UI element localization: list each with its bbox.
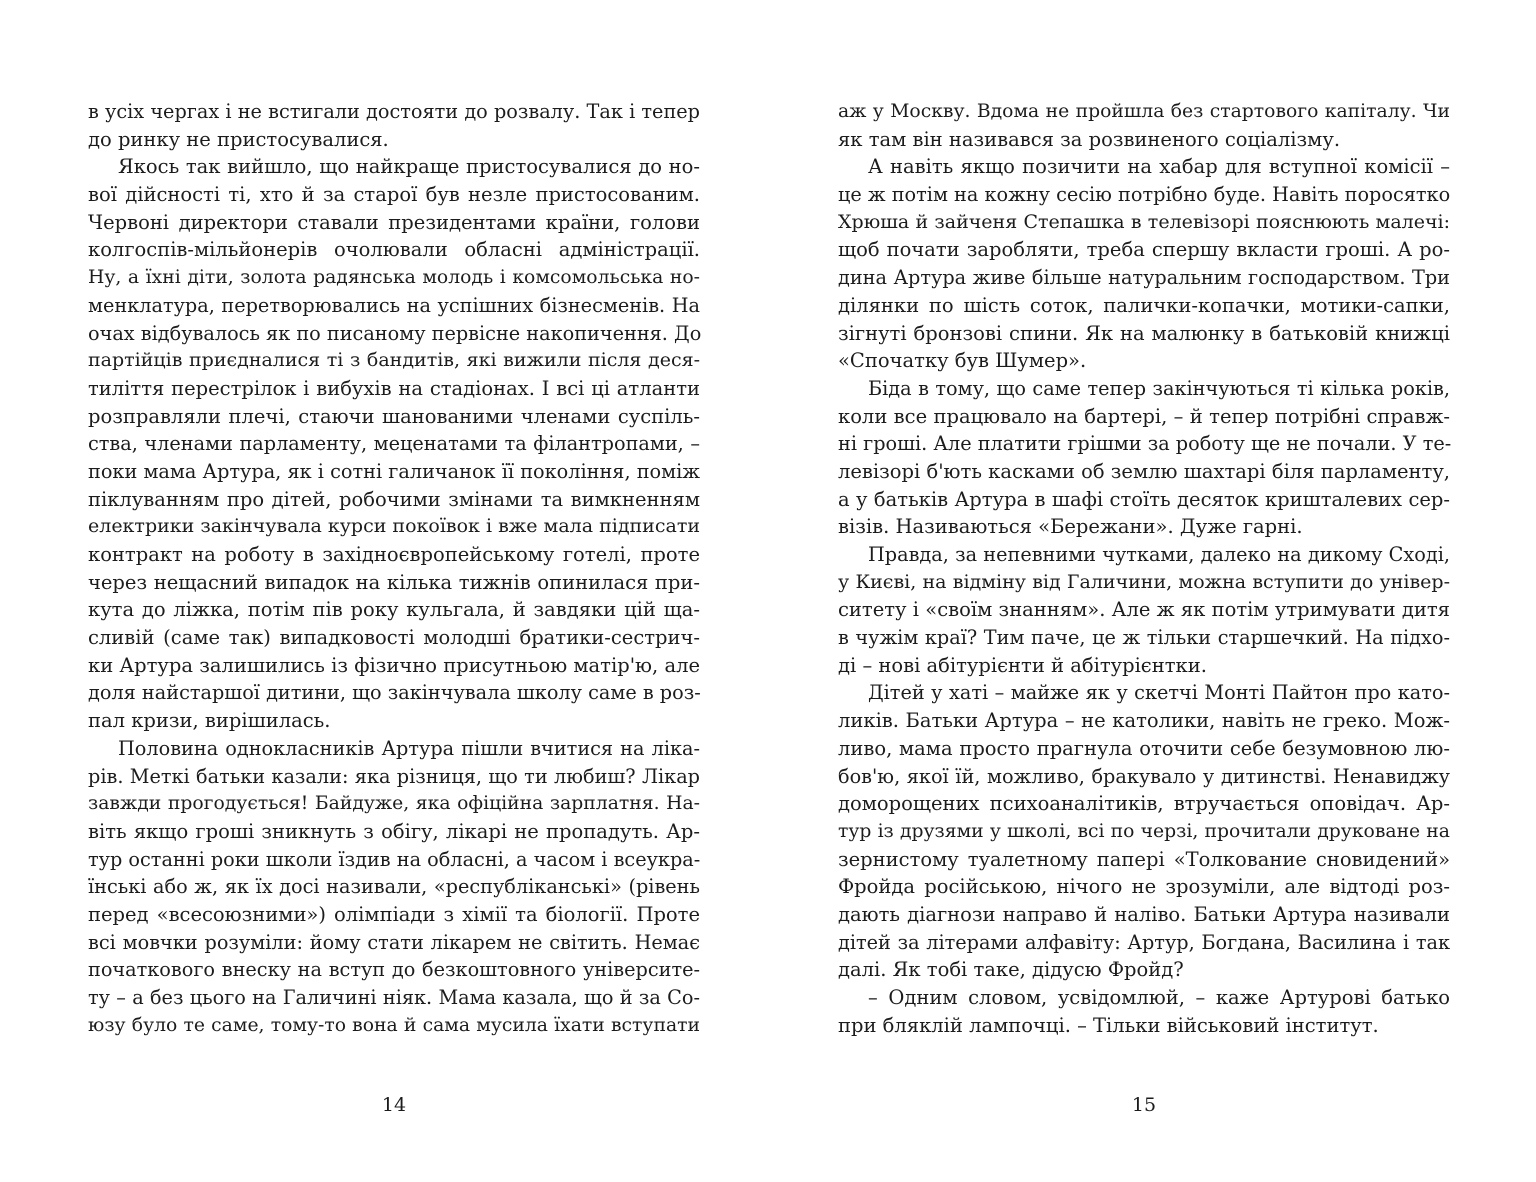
text-line: тур із друзями у школі, всі по черзі, прочитали друковане на [838,820,1450,842]
text-line: рів. Меткі батьки казали: яка різниця, що ти любиш? Лікар [88,764,700,788]
text-line: візів. Називаються «Бережани». Дуже гарні. [838,515,1303,539]
page-number-left: 14 [381,1094,407,1116]
page-number-right: 15 [1131,1094,1157,1116]
text-line: Фройда російською, нічого не зрозуміли, але відтоді роз- [838,875,1450,899]
text-line: аж у Москву. Вдома не пройшла без стартового капіталу. Чи [838,101,1450,122]
text-line: юзу було те саме, тому-то вона й сама мусила їхати вступати [88,1014,700,1036]
text-line: ділянки по шість соток, палички-копачки, мотики-сапки, [838,293,1450,317]
text-line: очах відбувалось як по писаному первісне накопичення. До [88,321,702,345]
text-line: Якось так вийшло, що найкраще пристосувалися до но- [118,155,700,179]
text-line: колгоспів-мільйонерів очолювали обласні адміністрації. [88,238,700,262]
text-line: вої дійсності ті, хто й за старої був незле пристосованим. [88,183,700,207]
text-line: початкового внеску на вступ до безкоштовного університе- [88,958,700,982]
text-line: ні гроші. Але платити грішми за роботу ще не почали. У те- [838,432,1452,456]
text-line: електрики закінчувала курси покоївок і вже мала підписати [88,515,700,538]
text-line: ства, членами парламенту, меценатами та філантропами, – [88,432,700,456]
text-line: «Спочатку був Шумер». [838,349,1087,373]
text-line: віть якщо гроші зникнуть з обігу, лікарі не пропадуть. Ар- [88,819,700,843]
text-line: левізорі б'ють касками об землю шахтарі біля парламенту, [838,459,1450,483]
text-line: ливо, мама просто прагнула оточити себе безумовною лю- [838,736,1450,760]
text-line: Правда, за непевними чутками, далеко на дикому Сході, [868,543,1450,566]
text-line: в усіх чергах і не встигали достояти до розвалу. Так і тепер [88,100,700,123]
text-line: партійців приєдналися ті з бандитів, які вижили після деся- [88,349,700,372]
text-line: дина Артура живе більше натуральним господарством. Три [838,266,1450,290]
text-line: кута до ліжка, потім пів року кульгала, й завдяки цій ща- [88,598,700,622]
text-line: далі. Як тобі таке, дідусю Фройд? [838,958,1184,982]
text-line: сливій (саме так) випадковості молодші братики-сестрич- [88,626,700,650]
text-line: до ринку не пристосувалися. [88,127,389,151]
text-line: доля найстаршої дитини, що закінчувала школу саме в роз- [88,681,701,705]
text-line: розправляли плечі, стаючи шанованими членами суспіль- [88,404,700,428]
text-line: поки мама Артура, як і сотні галичанок її покоління, поміж [88,459,700,483]
text-line: у Києві, на відміну від Галичини, можна вступити до універ- [838,570,1450,593]
text-line: А навіть якщо позичити на хабар для вступної комісії – [868,155,1450,179]
text-line: – Одним словом, усвідомлюй, – каже Артурові батько [868,986,1450,1009]
right-page-text [838,98,1450,1039]
text-line: в чужім краї? Тим паче, це ж тільки старшечкий. На підхо- [838,626,1450,650]
text-line: бов'ю, якої їй, можливо, бракувало у дитинстві. Ненавиджу [838,764,1450,788]
text-line: як там він називався за розвиненого соціалізму. [838,127,1341,151]
text-line: через нещасний випадок на кілька тижнів опинилася при- [88,570,700,594]
text-line: дають діагнози направо й наліво. Батьки Артура називали [838,902,1450,926]
text-line: зернистому туалетному папері «Толкование сновидений» [838,847,1450,871]
text-line: перед «всесоюзними») олімпіади з хімії та біології. Проте [88,902,700,926]
text-line: доморощених психоаналітиків, втручається оповідач. Ар- [838,792,1450,816]
text-line: Ну, а їхні діти, золота радянська молодь і комсомольська но- [88,267,700,289]
text-line: коли все працювало на бартері, – й тепер потрібні справж- [838,404,1450,428]
text-line: піклуванням про дітей, робочими змінами та вимкненням [88,487,700,511]
text-line: зігнуті бронзові спини. Як на малюнку в батьковій книжці [838,321,1450,345]
text-line: їнські або ж, як їх досі називали, «республіканські» (рівень [88,875,700,899]
text-line: тур останні роки школи їздив на обласні, а часом і всеукра- [88,847,701,871]
text-line: менклатура, перетворювались на успішних бізнесменів. На [88,293,700,317]
text-line: це ж потім на кожну сесію потрібно буде. Навіть поросятко [838,183,1451,207]
text-line: ликів. Батьки Артура – не католики, навіть не греко. Мож- [838,709,1450,733]
text-line: щоб почати заробляти, треба спершу вкласти гроші. А ро- [838,238,1450,262]
text-line: а у батьків Артура в шафі стоїть десяток кришталевих сер- [838,487,1450,511]
text-line: завжди прогодується! Байдуже, яка офіційна зарплатня. На- [88,793,700,815]
text-line: ситету і «своїм знанням». Але ж як потім утримувати дитя [838,598,1450,622]
text-line: Хрюша й зайченя Степашка в телевізорі пояснюють малечі: [838,210,1450,233]
left-page-text [88,98,700,1039]
text-line: ки Артура залишились із фізично присутньою матір'ю, але [88,653,700,677]
text-line: дітей за літерами алфавіту: Артур, Богдана, Василина і так [838,930,1450,954]
text-line: ді – нові абітурієнти й абітурієнтки. [838,653,1207,677]
text-line: Біда в тому, що саме тепер закінчуються ті кілька років, [868,376,1450,400]
text-line: ту – а без цього на Галичині ніяк. Мама казала, що й за Со- [88,986,700,1009]
text-line: тиліття перестрілок і вибухів на стадіонах. І всі ці атланти [88,376,700,400]
text-line: контракт на роботу в західноєвропейському готелі, проте [88,543,700,566]
text-line: пал кризи, вирішилась. [88,709,331,733]
text-line: при бляклій лампочці. – Тільки військовий інститут. [838,1013,1379,1037]
text-line: Червоні директори ставали президентами країни, голови [88,210,700,234]
text-line: всі мовчки розуміли: йому стати лікарем не світить. Немає [88,930,700,954]
text-line: Дітей у хаті – майже як у скетчі Монті Пайтон про като- [868,681,1450,705]
text-line: Половина однокласників Артура пішли вчитися на ліка- [118,736,700,760]
